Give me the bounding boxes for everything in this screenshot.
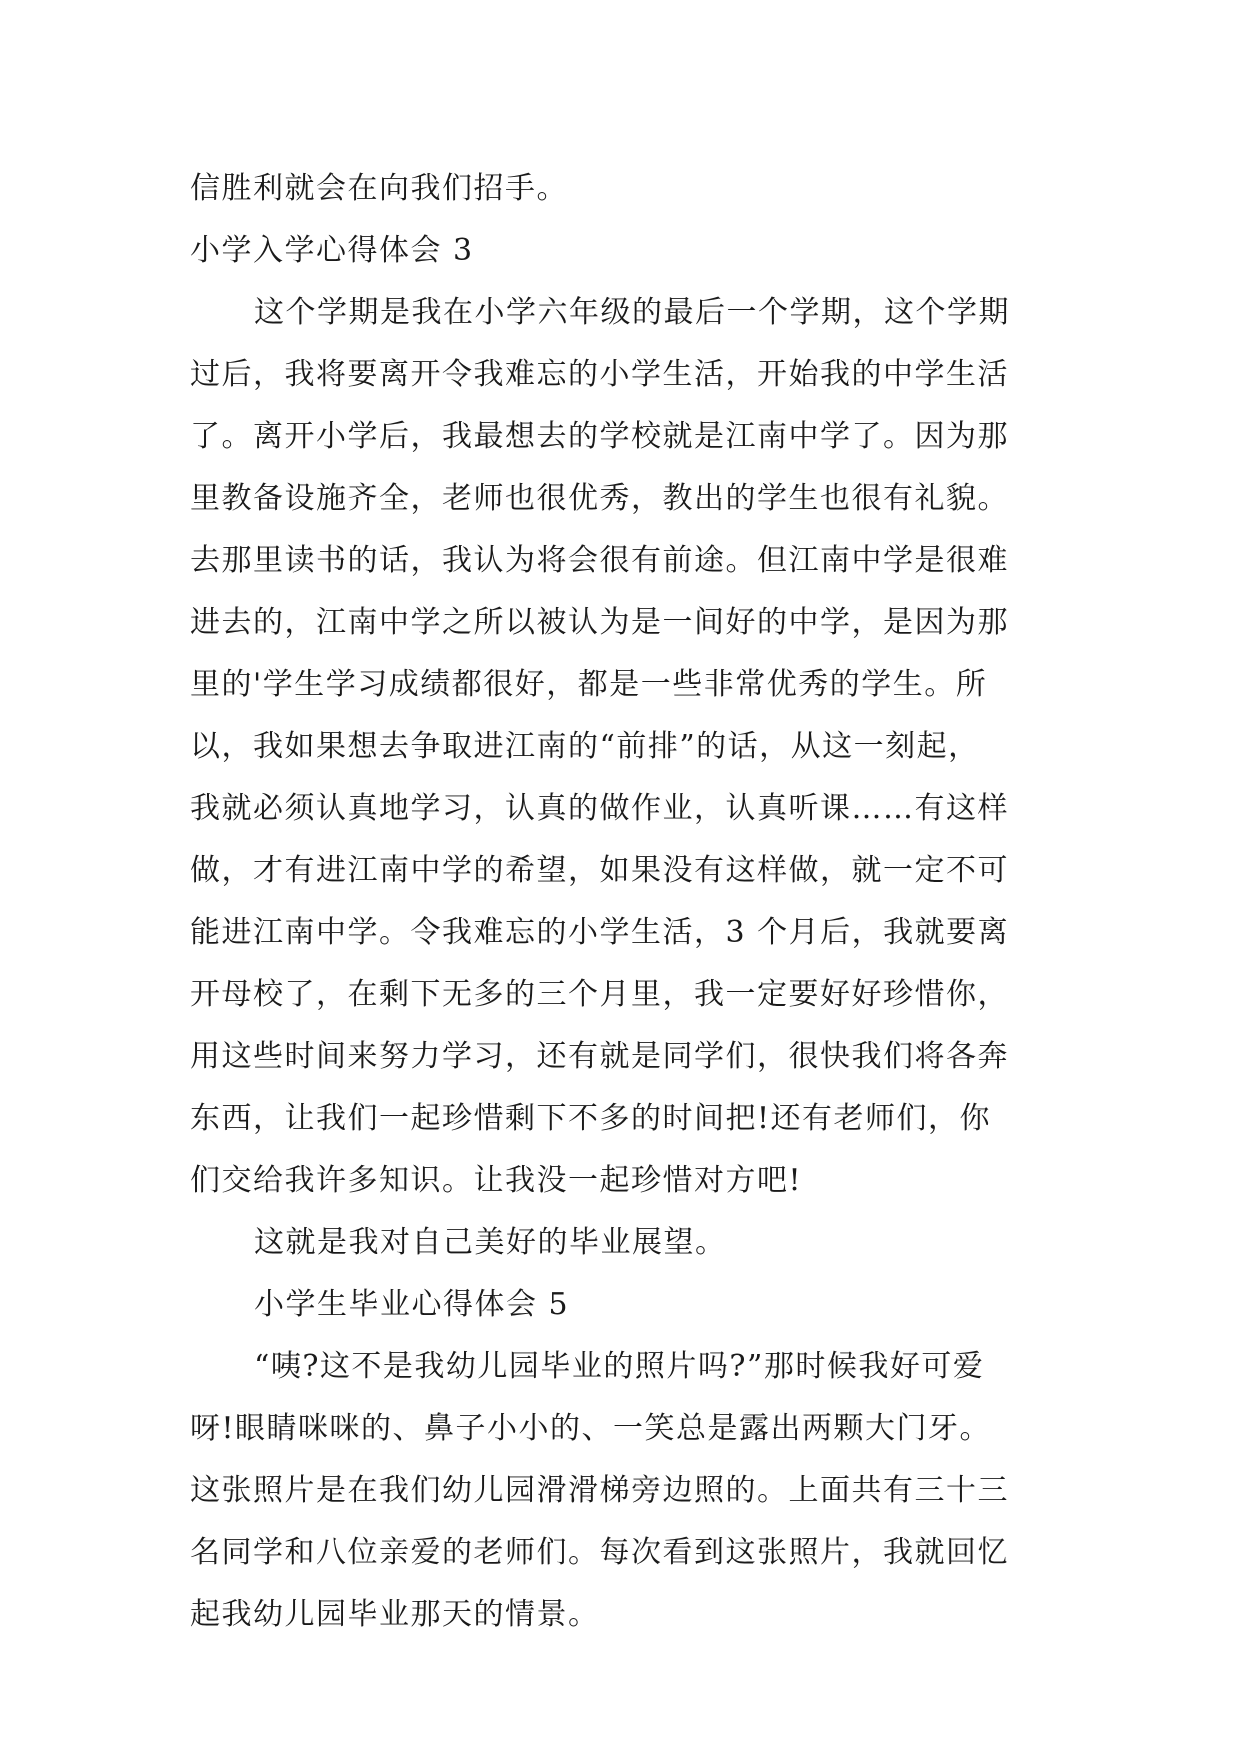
paragraph-line: 过后，我将要离开令我难忘的小学生活，开始我的中学生活	[190, 357, 1009, 392]
paragraph-line: 进去的，江南中学之所以被认为是一间好的中学，是因为那	[190, 605, 1009, 640]
paragraph-line: 我就必须认真地学习，认真的做作业，认真听课……有这样	[190, 791, 1009, 826]
paragraph-line: 里的'学生学习成绩都很好，都是一些非常优秀的学生。所	[190, 667, 988, 702]
paragraph-line: 了。离开小学后，我最想去的学校就是江南中学了。因为那	[190, 419, 1009, 454]
paragraph-line: 这张照片是在我们幼儿园滑滑梯旁边照的。上面共有三十三	[190, 1473, 1009, 1508]
paragraph-line: 东西，让我们一起珍惜剩下不多的时间把!还有老师们，你	[190, 1101, 992, 1136]
paragraph-line: 这就是我对自己美好的毕业展望。	[254, 1225, 727, 1260]
paragraph-line: 呀!眼睛咪咪的、鼻子小小的、一笑总是露出两颗大门牙。	[190, 1411, 992, 1446]
paragraph-line: 用这些时间来努力学习，还有就是同学们，很快我们将各奔	[190, 1039, 1009, 1074]
paragraph-line: 们交给我许多知识。让我没一起珍惜对方吧!	[190, 1163, 803, 1198]
document-body	[190, 158, 1070, 1646]
paragraph-line: “咦?这不是我幼儿园毕业的照片吗?”那时候我好可爱	[254, 1349, 985, 1384]
paragraph-line: 这个学期是我在小学六年级的最后一个学期，这个学期	[254, 295, 1010, 330]
paragraph-line: 起我幼儿园毕业那天的情景。	[190, 1597, 600, 1632]
paragraph-line: 以，我如果想去争取进江南的“前排”的话，从这一刻起，	[190, 729, 980, 764]
section-heading: 小学生毕业心得体会 5	[254, 1287, 570, 1322]
paragraph-line: 名同学和八位亲爱的老师们。每次看到这张照片，我就回忆	[190, 1535, 1009, 1570]
section-heading: 小学入学心得体会 3	[190, 233, 474, 268]
paragraph-line: 做，才有进江南中学的希望，如果没有这样做，就一定不可	[190, 853, 1009, 888]
paragraph-line: 开母校了，在剩下无多的三个月里，我一定要好好珍惜你，	[190, 977, 1009, 1012]
paragraph-line: 信胜利就会在向我们招手。	[190, 171, 568, 206]
paragraph-line: 能进江南中学。令我难忘的小学生活，3 个月后，我就要离	[190, 915, 1010, 950]
paragraph-line: 去那里读书的话，我认为将会很有前途。但江南中学是很难	[190, 543, 1009, 578]
paragraph-line: 里教备设施齐全，老师也很优秀，教出的学生也很有礼貌。	[190, 481, 1009, 516]
